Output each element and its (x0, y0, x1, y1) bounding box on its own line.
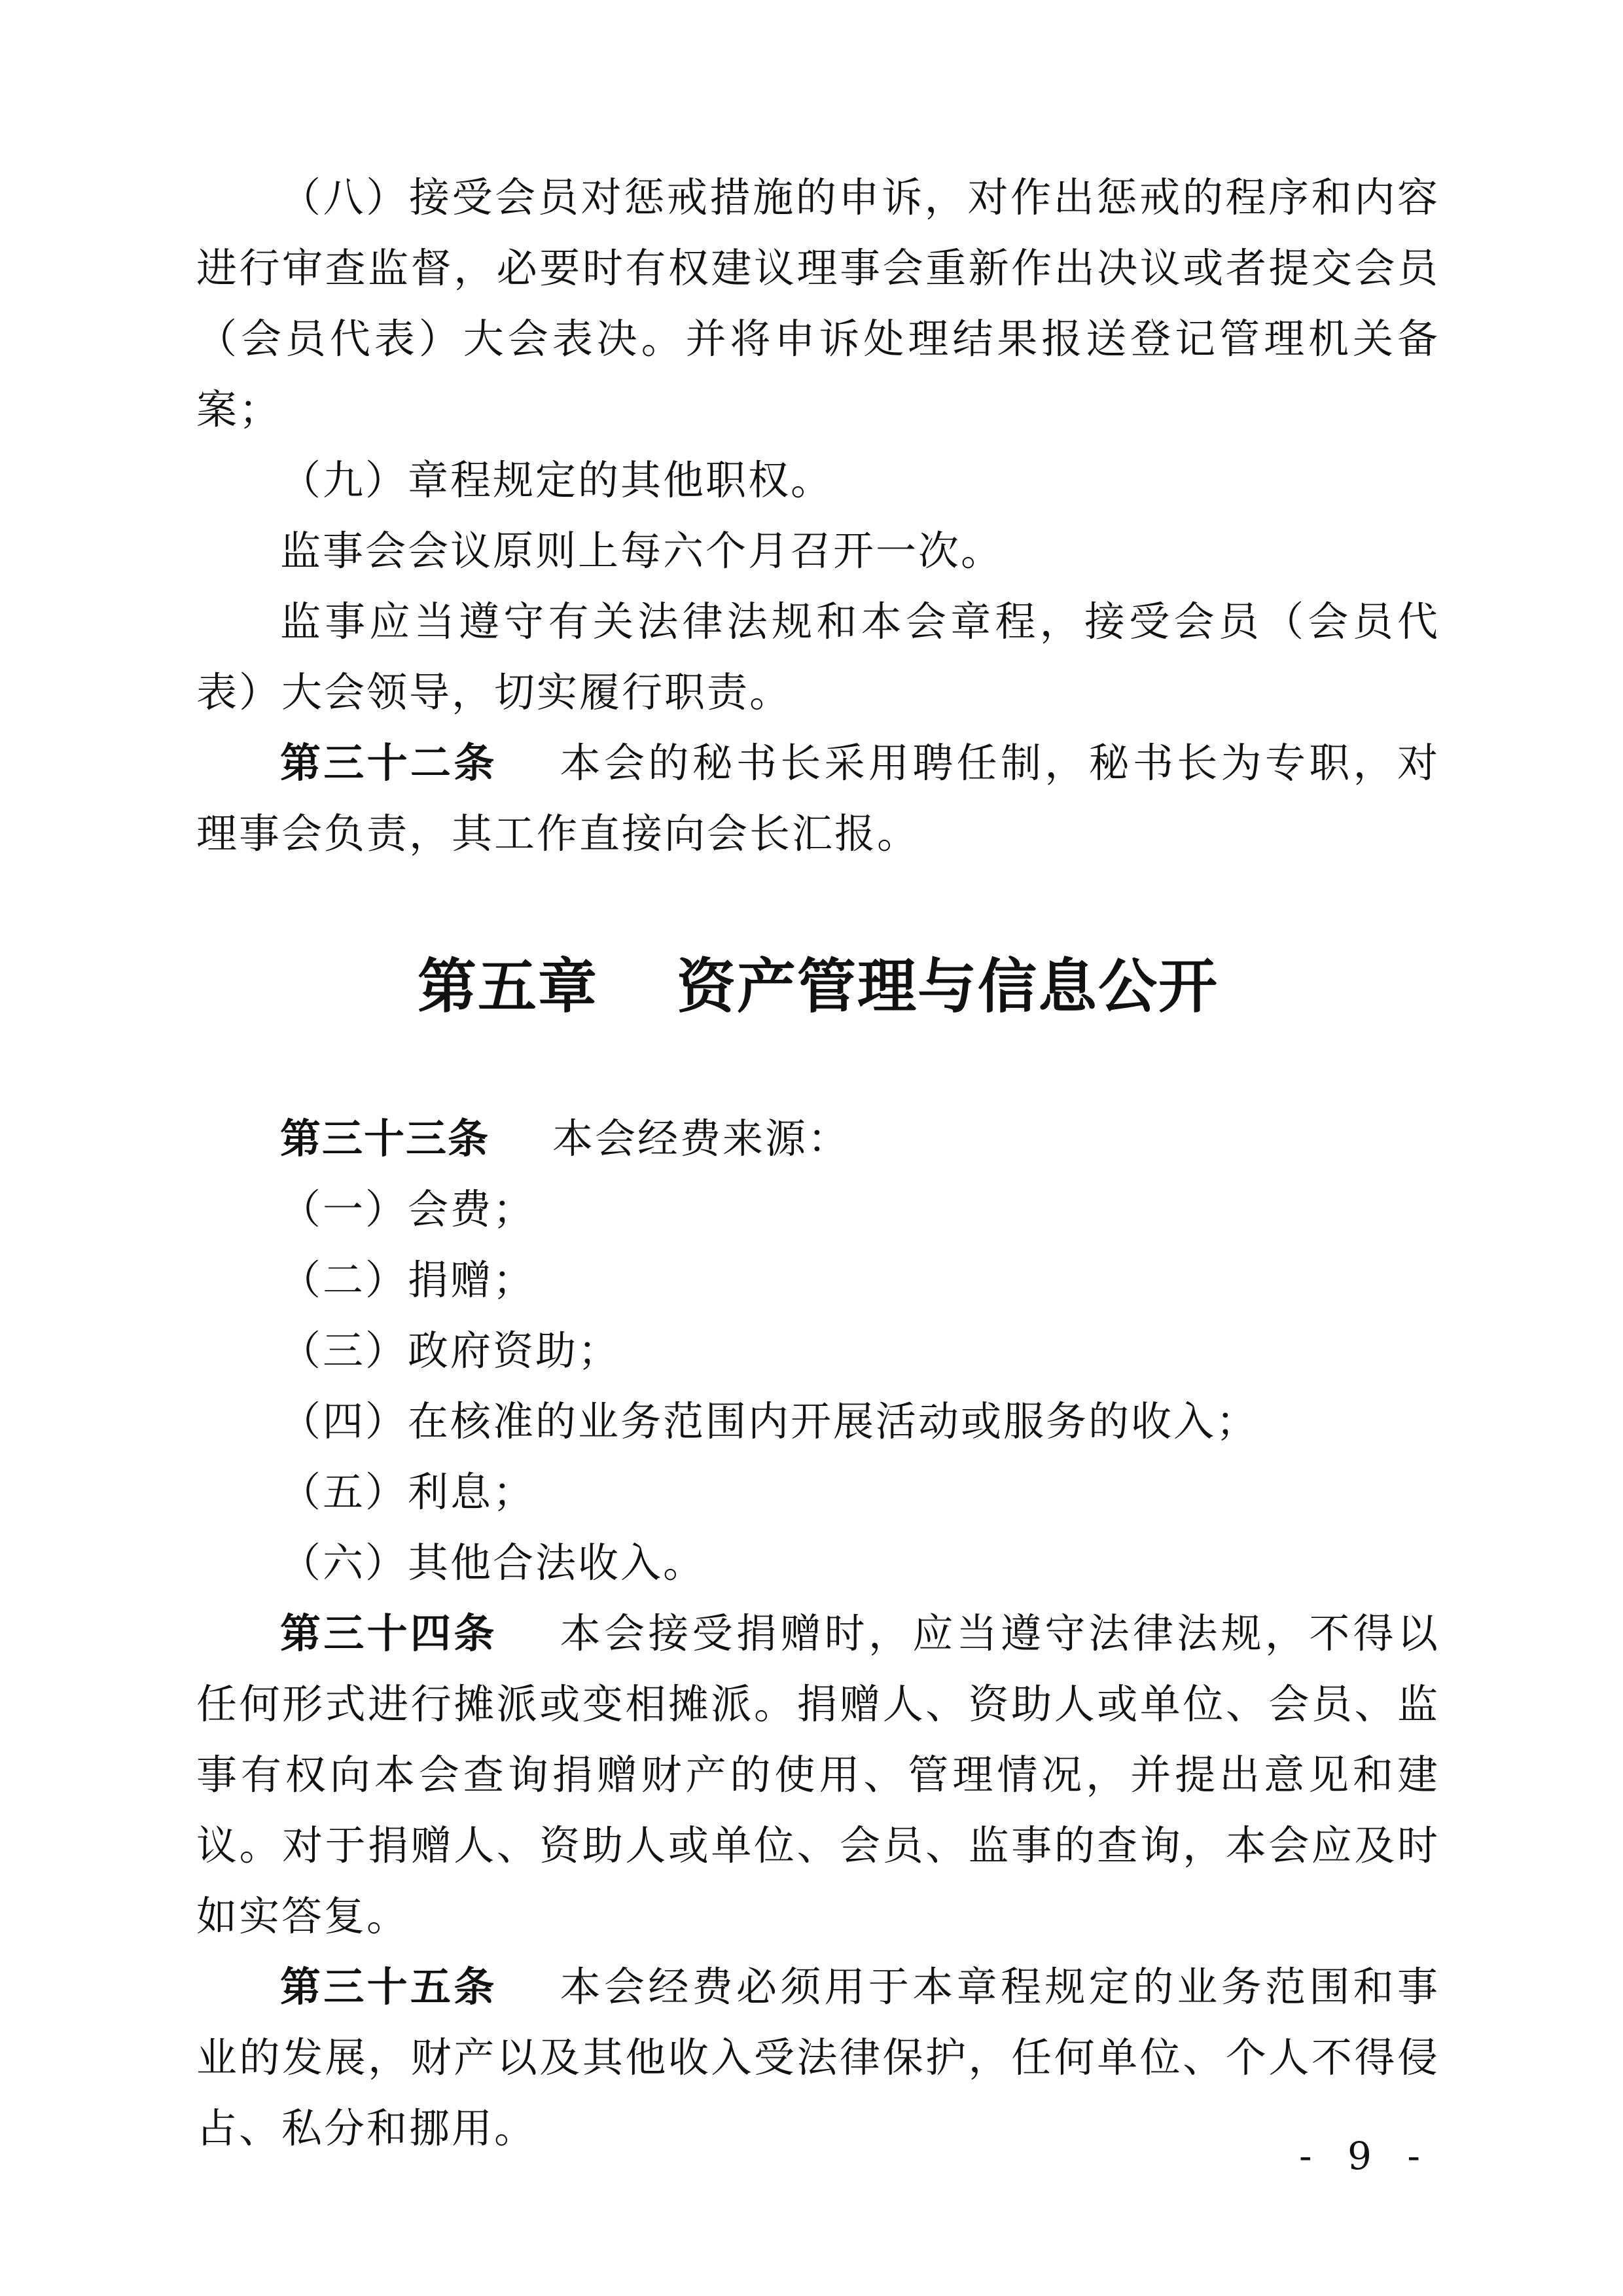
chapter-number: 第五章 (418, 952, 598, 1021)
article-32-text: 本会的秘书长采用聘任制，秘书长为专职，对理事会负责，其工作直接向会长汇报。 (196, 739, 1440, 857)
funding-source-item: （六）其他合法收入。 (280, 1539, 706, 1587)
article-34-label: 第三十四条 (280, 1609, 497, 1657)
chapter-title: 资产管理与信息公开 (677, 952, 1219, 1021)
article-33-text: 本会经费来源： (552, 1115, 851, 1162)
article-34 (196, 1598, 1440, 1952)
supervisor-power-item-9: （九）章程规定的其他职权。 (280, 456, 834, 504)
funding-source-item: （五）利息； (280, 1468, 536, 1516)
article-32-label: 第三十二条 (280, 739, 497, 787)
supervisor-meeting-rule: 监事会会议原则上每六个月召开一次。 (280, 527, 1004, 575)
supervisor-duty-rule: 监事应当遵守有关法律法规和本会章程，接受会员（会员代表）大会领导，切实履行职责。 (196, 598, 1440, 716)
article-33 (196, 1103, 1440, 1174)
article-35-label: 第三十五条 (280, 1963, 497, 2011)
article-33-label: 第三十三条 (280, 1115, 490, 1162)
page-number: - 9 - (1299, 2134, 1432, 2178)
chapter-heading (196, 948, 1440, 1026)
document-page (196, 162, 1440, 2164)
article-35 (196, 1952, 1440, 2164)
funding-source-item: （一）会费； (280, 1185, 536, 1233)
funding-source-item: （四）在核准的业务范围内开展活动或服务的收入； (280, 1397, 1259, 1445)
funding-source-item: （二）捐赠； (280, 1256, 536, 1304)
supervisor-power-item-8: （八）接受会员对惩戒措施的申诉，对作出惩戒的程序和内容进行审查监督，必要时有权建议理事会重新作出决议或者提交会员（会员代表）大会表决。并将申诉处理结果报送登记管理机关备案； (196, 173, 1440, 433)
funding-source-item: （三）政府资助； (280, 1327, 621, 1374)
article-35-text: 本会经费必须用于本章程规定的业务范围和事业的发展，财产以及其他收入受法律保护，任何单位、个人不得侵占、私分和挪用。 (196, 1963, 1440, 2152)
article-32 (196, 728, 1440, 869)
article-34-text: 本会接受捐赠时，应当遵守法律法规，不得以任何形式进行摊派或变相摊派。捐赠人、资助人或单位、会员、监事有权向本会查询捐赠财产的使用、管理情况，并提出意见和建议。对于捐赠人、资助人或单位、会员、监事的查询，本会应及时如实答复。 (196, 1609, 1440, 1940)
